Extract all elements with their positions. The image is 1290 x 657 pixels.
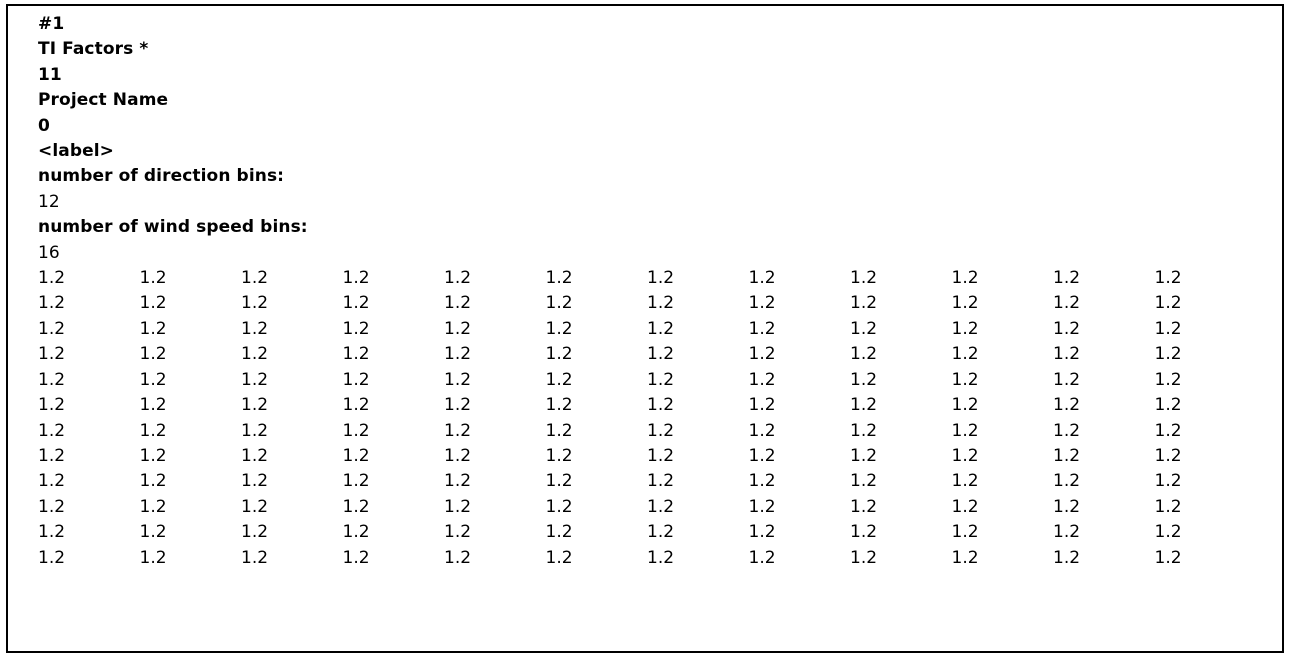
header-block <box>38 12 1282 266</box>
matrix-cell: 1.2 <box>1053 293 1081 314</box>
matrix-cell: 1.2 <box>1053 268 1081 289</box>
matrix-cell: 1.2 <box>951 369 979 390</box>
matrix-row <box>38 444 1256 469</box>
matrix-cell: 1.2 <box>850 522 878 543</box>
matrix-cell: 1.2 <box>951 522 979 543</box>
matrix-cell: 1.2 <box>748 445 776 466</box>
matrix-cell: 1.2 <box>38 420 66 441</box>
matrix-cell: 1.2 <box>139 268 167 289</box>
matrix-cell: 1.2 <box>1053 369 1081 390</box>
header-line: 11 <box>38 64 62 85</box>
matrix-cell: 1.2 <box>545 395 573 416</box>
matrix-row <box>38 368 1256 393</box>
matrix-cell: 1.2 <box>850 293 878 314</box>
document-frame <box>6 4 1284 653</box>
matrix-cell: 1.2 <box>951 496 979 517</box>
matrix-cell: 1.2 <box>139 318 167 339</box>
matrix-cell: 1.2 <box>1053 344 1081 365</box>
matrix-cell: 1.2 <box>342 547 370 568</box>
matrix-cell: 1.2 <box>1154 445 1182 466</box>
header-line: number of direction bins: <box>38 166 285 187</box>
matrix-cell: 1.2 <box>1053 318 1081 339</box>
matrix-cell: 1.2 <box>342 522 370 543</box>
matrix-row <box>38 393 1256 418</box>
matrix-cell: 1.2 <box>444 471 472 492</box>
matrix-cell: 1.2 <box>1053 420 1081 441</box>
matrix-cell: 1.2 <box>444 496 472 517</box>
matrix-cell: 1.2 <box>444 445 472 466</box>
matrix-cell: 1.2 <box>748 369 776 390</box>
matrix-cell: 1.2 <box>444 395 472 416</box>
matrix-cell: 1.2 <box>1053 395 1081 416</box>
matrix-cell: 1.2 <box>850 344 878 365</box>
matrix-cell: 1.2 <box>444 369 472 390</box>
matrix-cell: 1.2 <box>647 268 675 289</box>
matrix-cell: 1.2 <box>444 344 472 365</box>
matrix-cell: 1.2 <box>38 496 66 517</box>
matrix-cell: 1.2 <box>38 547 66 568</box>
matrix-row <box>38 317 1256 342</box>
header-line: Project Name <box>38 90 169 111</box>
matrix-cell: 1.2 <box>951 395 979 416</box>
matrix-cell: 1.2 <box>545 344 573 365</box>
matrix-cell: 1.2 <box>241 395 269 416</box>
matrix-cell: 1.2 <box>647 369 675 390</box>
matrix-cell: 1.2 <box>139 445 167 466</box>
header-line: #1 <box>38 14 65 34</box>
matrix-cell: 1.2 <box>241 420 269 441</box>
matrix-cell: 1.2 <box>241 318 269 339</box>
matrix-cell: 1.2 <box>444 522 472 543</box>
matrix-cell: 1.2 <box>342 420 370 441</box>
matrix-row <box>38 291 1256 316</box>
matrix-cell: 1.2 <box>951 547 979 568</box>
header-line: TI Factors * <box>38 39 149 60</box>
matrix-cell: 1.2 <box>647 445 675 466</box>
matrix-cell: 1.2 <box>444 293 472 314</box>
matrix-cell: 1.2 <box>241 344 269 365</box>
matrix-cell: 1.2 <box>951 420 979 441</box>
matrix-cell: 1.2 <box>1154 547 1182 568</box>
matrix-cell: 1.2 <box>748 547 776 568</box>
matrix-cell: 1.2 <box>1154 318 1182 339</box>
matrix-cell: 1.2 <box>850 395 878 416</box>
matrix-cell: 1.2 <box>951 318 979 339</box>
matrix-cell: 1.2 <box>38 395 66 416</box>
matrix-cell: 1.2 <box>748 318 776 339</box>
matrix-cell: 1.2 <box>241 496 269 517</box>
matrix-cell: 1.2 <box>545 369 573 390</box>
matrix-cell: 1.2 <box>748 471 776 492</box>
matrix-cell: 1.2 <box>342 344 370 365</box>
matrix-cell: 1.2 <box>647 420 675 441</box>
matrix-cell: 1.2 <box>342 445 370 466</box>
matrix-cell: 1.2 <box>850 547 878 568</box>
matrix-cell: 1.2 <box>647 344 675 365</box>
matrix-cell: 1.2 <box>545 522 573 543</box>
matrix-cell: 1.2 <box>38 293 66 314</box>
matrix-cell: 1.2 <box>38 471 66 492</box>
matrix-row <box>38 342 1256 367</box>
matrix-cell: 1.2 <box>1154 344 1182 365</box>
matrix-cell: 1.2 <box>342 496 370 517</box>
matrix-cell: 1.2 <box>951 445 979 466</box>
matrix-cell: 1.2 <box>342 318 370 339</box>
matrix-row <box>38 546 1256 571</box>
matrix-cell: 1.2 <box>951 344 979 365</box>
matrix-cell: 1.2 <box>748 395 776 416</box>
matrix-cell: 1.2 <box>241 369 269 390</box>
matrix-cell: 1.2 <box>139 471 167 492</box>
matrix-cell: 1.2 <box>647 522 675 543</box>
matrix-row <box>38 419 1256 444</box>
matrix-cell: 1.2 <box>444 420 472 441</box>
matrix-cell: 1.2 <box>545 293 573 314</box>
matrix-cell: 1.2 <box>1053 471 1081 492</box>
matrix-cell: 1.2 <box>139 369 167 390</box>
matrix-cell: 1.2 <box>444 268 472 289</box>
matrix-cell: 1.2 <box>850 420 878 441</box>
matrix-cell: 1.2 <box>1154 496 1182 517</box>
matrix-row <box>38 520 1256 545</box>
matrix-cell: 1.2 <box>1154 522 1182 543</box>
matrix-cell: 1.2 <box>38 369 66 390</box>
matrix-cell: 1.2 <box>951 268 979 289</box>
matrix-cell: 1.2 <box>1154 471 1182 492</box>
header-line: 16 <box>38 242 60 263</box>
matrix-cell: 1.2 <box>545 496 573 517</box>
matrix-cell: 1.2 <box>545 420 573 441</box>
matrix-cell: 1.2 <box>951 293 979 314</box>
matrix-cell: 1.2 <box>139 522 167 543</box>
header-line: 0 <box>38 115 50 136</box>
matrix-cell: 1.2 <box>748 268 776 289</box>
matrix-cell: 1.2 <box>1053 445 1081 466</box>
matrix-cell: 1.2 <box>748 344 776 365</box>
matrix-cell: 1.2 <box>647 471 675 492</box>
matrix-cell: 1.2 <box>748 496 776 517</box>
matrix-cell: 1.2 <box>850 318 878 339</box>
matrix-cell: 1.2 <box>647 293 675 314</box>
matrix-cell: 1.2 <box>38 268 66 289</box>
matrix-cell: 1.2 <box>850 268 878 289</box>
matrix-cell: 1.2 <box>850 496 878 517</box>
matrix-cell: 1.2 <box>139 344 167 365</box>
matrix-cell: 1.2 <box>342 471 370 492</box>
matrix-cell: 1.2 <box>1154 420 1182 441</box>
matrix-cell: 1.2 <box>38 522 66 543</box>
matrix-cell: 1.2 <box>38 445 66 466</box>
matrix-cell: 1.2 <box>748 293 776 314</box>
matrix-cell: 1.2 <box>647 395 675 416</box>
matrix-cell: 1.2 <box>850 471 878 492</box>
matrix-cell: 1.2 <box>748 420 776 441</box>
matrix-cell: 1.2 <box>545 268 573 289</box>
matrix-cell: 1.2 <box>1154 369 1182 390</box>
matrix-cell: 1.2 <box>241 445 269 466</box>
matrix-cell: 1.2 <box>1053 547 1081 568</box>
matrix-cell: 1.2 <box>1053 496 1081 517</box>
matrix-cell: 1.2 <box>342 293 370 314</box>
matrix-cell: 1.2 <box>1154 293 1182 314</box>
matrix-row <box>38 469 1256 494</box>
matrix-cell: 1.2 <box>1154 395 1182 416</box>
matrix-cell: 1.2 <box>241 471 269 492</box>
matrix-cell: 1.2 <box>342 268 370 289</box>
matrix-row <box>38 266 1256 291</box>
header-line: <label> <box>38 141 115 162</box>
matrix-cell: 1.2 <box>139 420 167 441</box>
matrix-cell: 1.2 <box>545 445 573 466</box>
matrix-cell: 1.2 <box>139 293 167 314</box>
matrix-cell: 1.2 <box>647 496 675 517</box>
matrix-cell: 1.2 <box>444 547 472 568</box>
matrix-cell: 1.2 <box>1154 268 1182 289</box>
matrix-cell: 1.2 <box>545 318 573 339</box>
matrix-cell: 1.2 <box>850 445 878 466</box>
matrix-cell: 1.2 <box>38 318 66 339</box>
matrix-cell: 1.2 <box>241 522 269 543</box>
matrix-row <box>38 495 1256 520</box>
matrix-body <box>38 266 1256 571</box>
ti-factors-matrix <box>38 266 1256 571</box>
matrix-cell: 1.2 <box>748 522 776 543</box>
header-line: 12 <box>38 191 60 212</box>
matrix-cell: 1.2 <box>241 547 269 568</box>
matrix-cell: 1.2 <box>139 395 167 416</box>
matrix-cell: 1.2 <box>1053 522 1081 543</box>
matrix-cell: 1.2 <box>951 471 979 492</box>
matrix-cell: 1.2 <box>850 369 878 390</box>
matrix-cell: 1.2 <box>241 293 269 314</box>
matrix-cell: 1.2 <box>139 496 167 517</box>
header-line: number of wind speed bins: <box>38 217 308 238</box>
matrix-cell: 1.2 <box>241 268 269 289</box>
matrix-cell: 1.2 <box>38 344 66 365</box>
matrix-cell: 1.2 <box>647 318 675 339</box>
matrix-cell: 1.2 <box>545 547 573 568</box>
matrix-cell: 1.2 <box>545 471 573 492</box>
matrix-cell: 1.2 <box>139 547 167 568</box>
matrix-cell: 1.2 <box>342 395 370 416</box>
matrix-cell: 1.2 <box>444 318 472 339</box>
matrix-cell: 1.2 <box>647 547 675 568</box>
matrix-cell: 1.2 <box>342 369 370 390</box>
